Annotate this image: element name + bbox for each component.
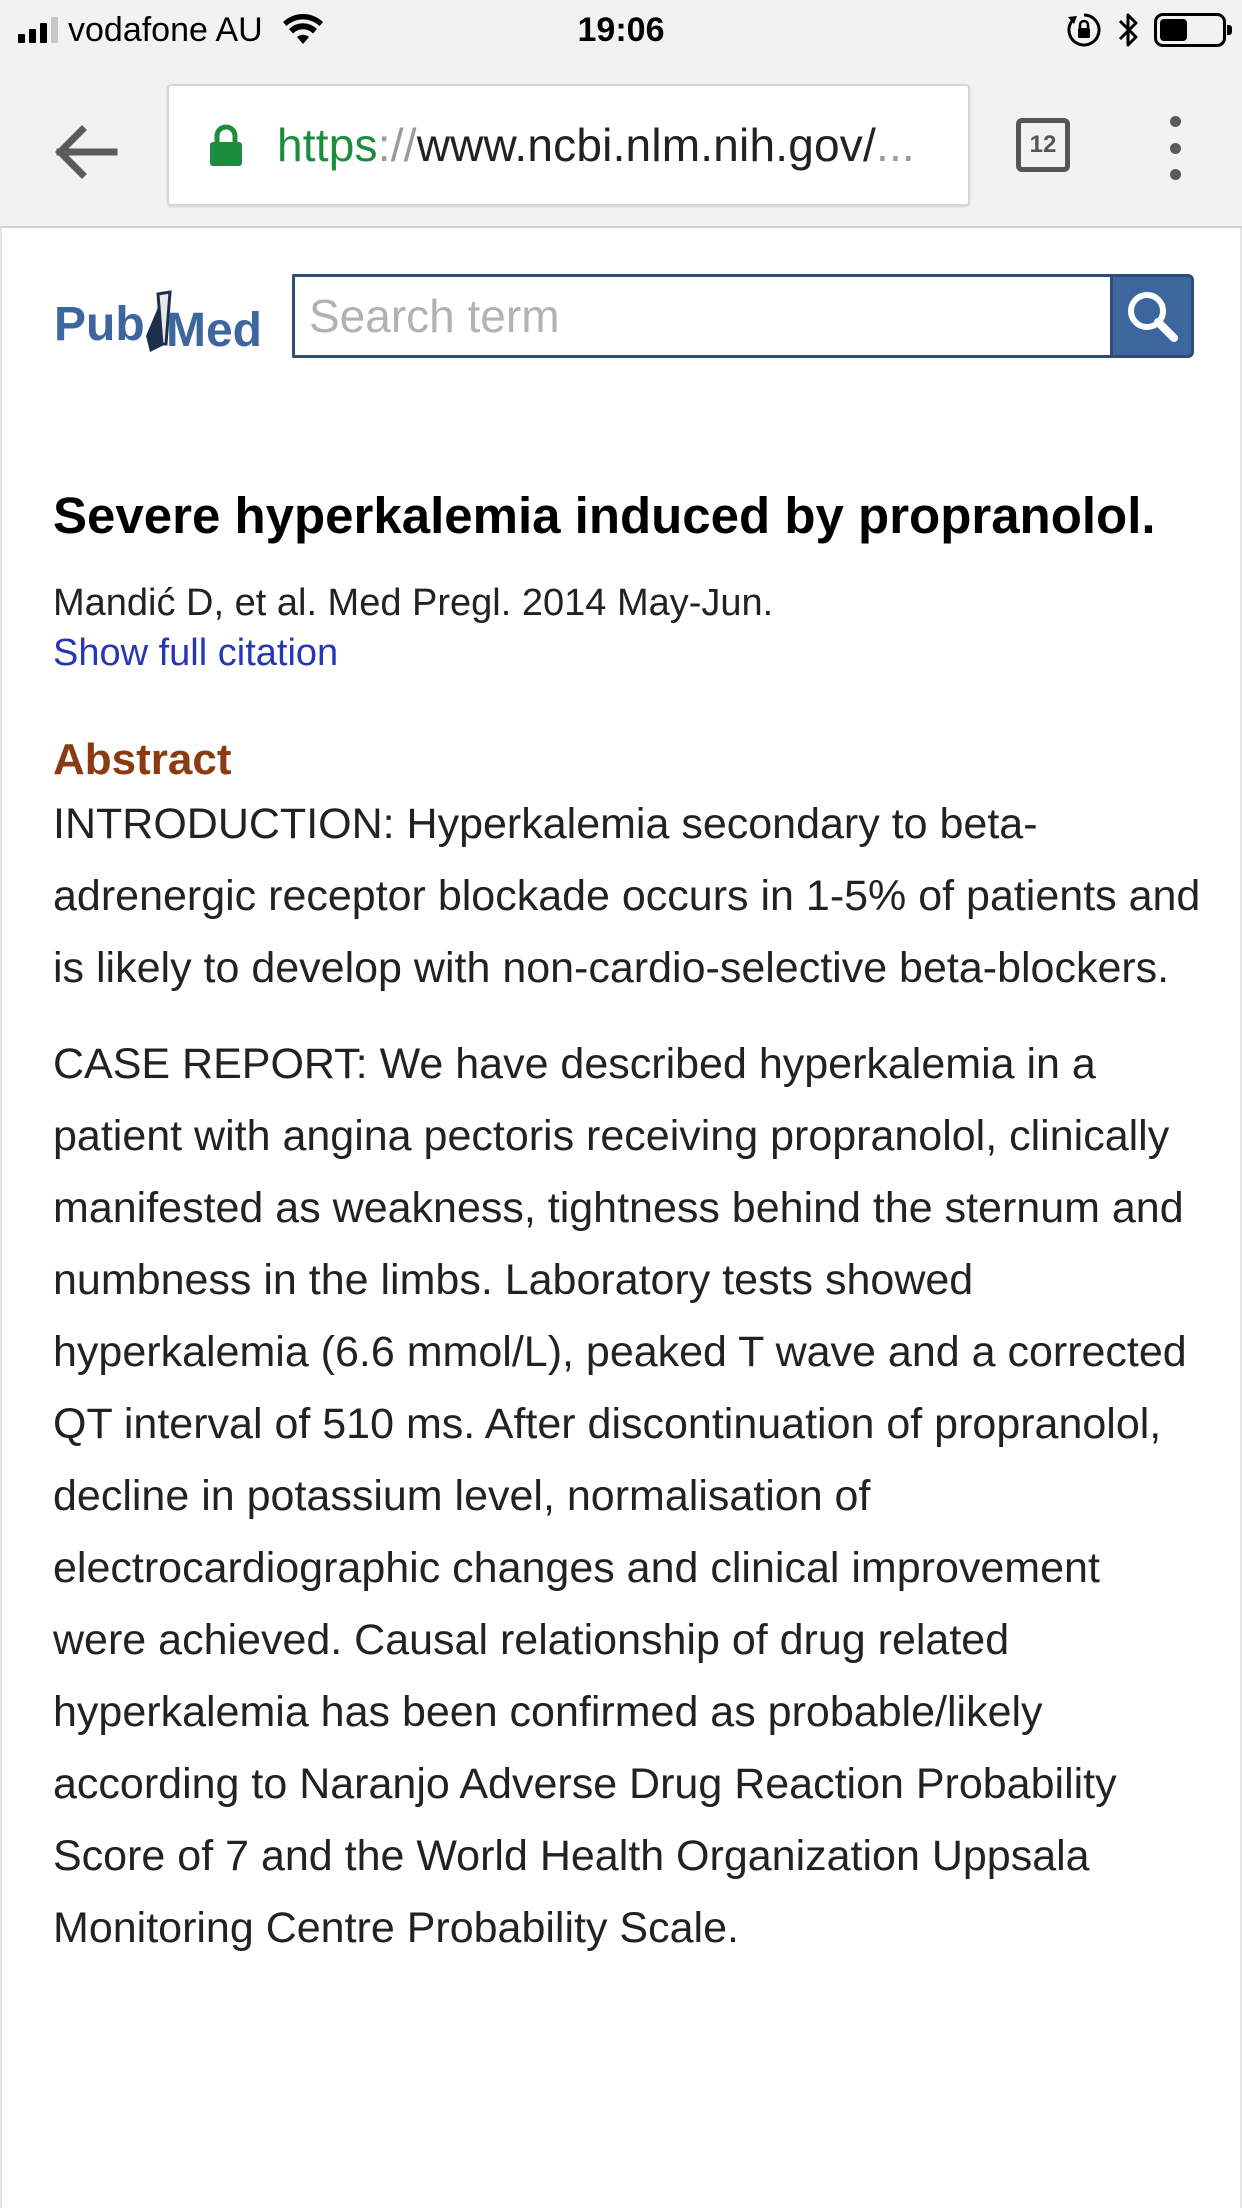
bluetooth-icon: [1116, 11, 1140, 49]
search-input[interactable]: [292, 274, 1110, 358]
orientation-lock-icon: [1066, 12, 1102, 48]
carrier-name: vodafone AU: [68, 11, 263, 49]
status-right: [1066, 11, 1226, 49]
lock-icon: [209, 123, 243, 167]
citation: Mandić D, et al. Med Pregl. 2014 May-Jun.: [53, 582, 774, 624]
web-page: [0, 228, 1242, 2208]
abstract-case-report: CASE REPORT: We have described hyperkalemia in a patient with angina pectoris receiving propranolol, clinically manifested as weakness, tightness behind the sternum and numbness in the limbs. Laboratory tests showed hyperkalemia (6.6 mmol/L), peaked T wave and a corrected QT interval of 510 ms. After discontinuation of propranolol, decline in potassium level, normalisation of electrocardiographic changes and clinical improvement were achieved. Causal relationship of drug related hyperkalemia has been confirmed as probable/likely according to Naranjo Adverse Drug Reaction Probability Score of 7 and the World Health Organization Uppsala Monitoring Centre Probability Scale.: [53, 1040, 1187, 1952]
abstract-introduction: INTRODUCTION: Hyperkalemia secondary to beta-adrenergic receptor blockade occurs in 1-5% of patients and is likely to develop with non-cardio-selective beta-blockers.: [53, 800, 1201, 992]
search-row: [52, 274, 1194, 360]
show-full-citation-link[interactable]: Show full citation: [53, 632, 339, 674]
url-ellipsis: ...: [875, 119, 915, 171]
address-bar[interactable]: [167, 84, 970, 206]
logo-text-med: Med: [166, 304, 262, 357]
browser-toolbar: [0, 62, 1242, 228]
overflow-menu-icon[interactable]: [1160, 116, 1190, 180]
back-arrow-icon[interactable]: [44, 112, 124, 192]
battery-icon: [1154, 13, 1226, 47]
article: [53, 480, 1203, 1964]
logo-text-pub: Pub: [54, 298, 145, 351]
pubmed-logo[interactable]: [54, 282, 278, 366]
battery-fill: [1160, 19, 1187, 41]
url-scheme: https: [277, 119, 378, 171]
tab-switcher-button[interactable]: [1016, 118, 1070, 172]
search-icon: [1122, 286, 1182, 346]
article-title: Severe hyperkalemia induced by propranolol.: [53, 487, 1156, 544]
url-separator: ://: [377, 119, 417, 171]
url-host: www.ncbi.nlm.nih.gov/: [416, 119, 876, 171]
search-button[interactable]: [1110, 274, 1194, 358]
url-text: [277, 118, 915, 172]
status-bar: [0, 0, 1242, 62]
abstract-heading: Abstract: [53, 735, 232, 784]
tab-count: 12: [1029, 131, 1057, 158]
status-time: 19:06: [577, 11, 665, 49]
